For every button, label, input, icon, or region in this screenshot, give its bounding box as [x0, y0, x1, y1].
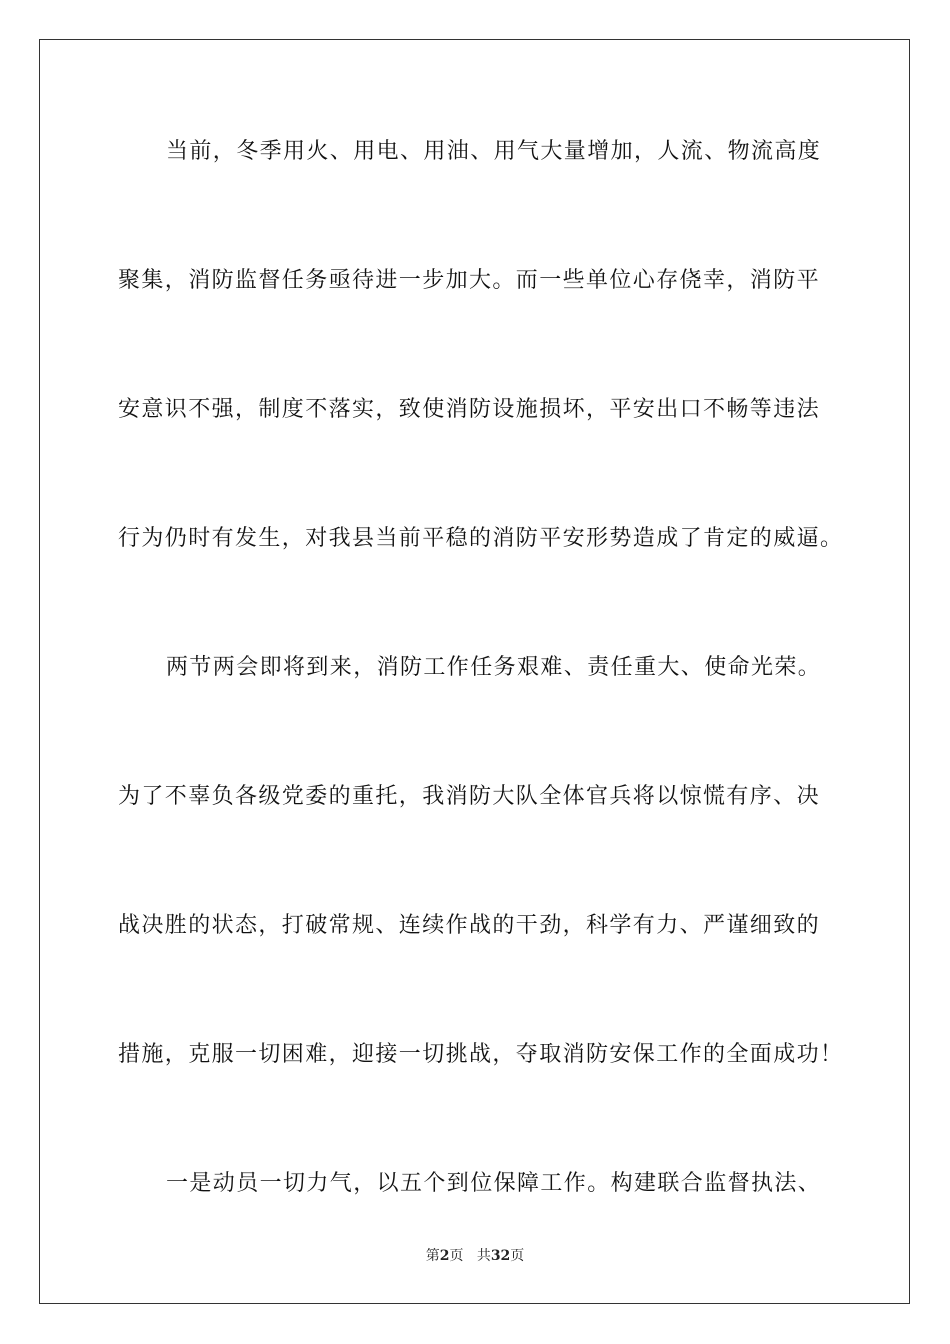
paragraph-line: 战决胜的状态，打破常规、连续作战的干劲，科学有力、严谨细致的: [118, 913, 821, 938]
paragraph-line: 两节两会即将到来，消防工作任务艰难、责任重大、使命光荣。: [166, 655, 822, 680]
page-prefix: 第: [425, 1248, 440, 1264]
total-prefix: 共: [476, 1248, 491, 1264]
total-pages: 32: [490, 1248, 511, 1264]
paragraph-line: 安意识不强，制度不落实，致使消防设施损坏，平安出口不畅等违法: [118, 397, 821, 422]
page-number: 2: [439, 1248, 450, 1264]
paragraph-line: 当前，冬季用火、用电、用油、用气大量增加，人流、物流高度: [166, 139, 822, 164]
paragraph-line: 为了不辜负各级党委的重托，我消防大队全体官兵将以惊慌有序、决: [118, 784, 821, 809]
page-suffix: 页: [449, 1248, 464, 1264]
paragraph-line: 行为仍时有发生，对我县当前平稳的消防平安形势造成了肯定的威逼。: [118, 526, 844, 551]
paragraph-line: 措施，克服一切困难，迎接一切挑战，夺取消防安保工作的全面成功！: [118, 1042, 844, 1067]
total-suffix: 页: [510, 1248, 525, 1264]
paragraph-line: 一是动员一切力气，以五个到位保障工作。构建联合监督执法、: [166, 1171, 822, 1196]
paragraph-line: 聚集，消防监督任务亟待进一步加大。而一些单位心存侥幸，消防平: [118, 268, 821, 293]
page-footer: [0, 1246, 950, 1266]
